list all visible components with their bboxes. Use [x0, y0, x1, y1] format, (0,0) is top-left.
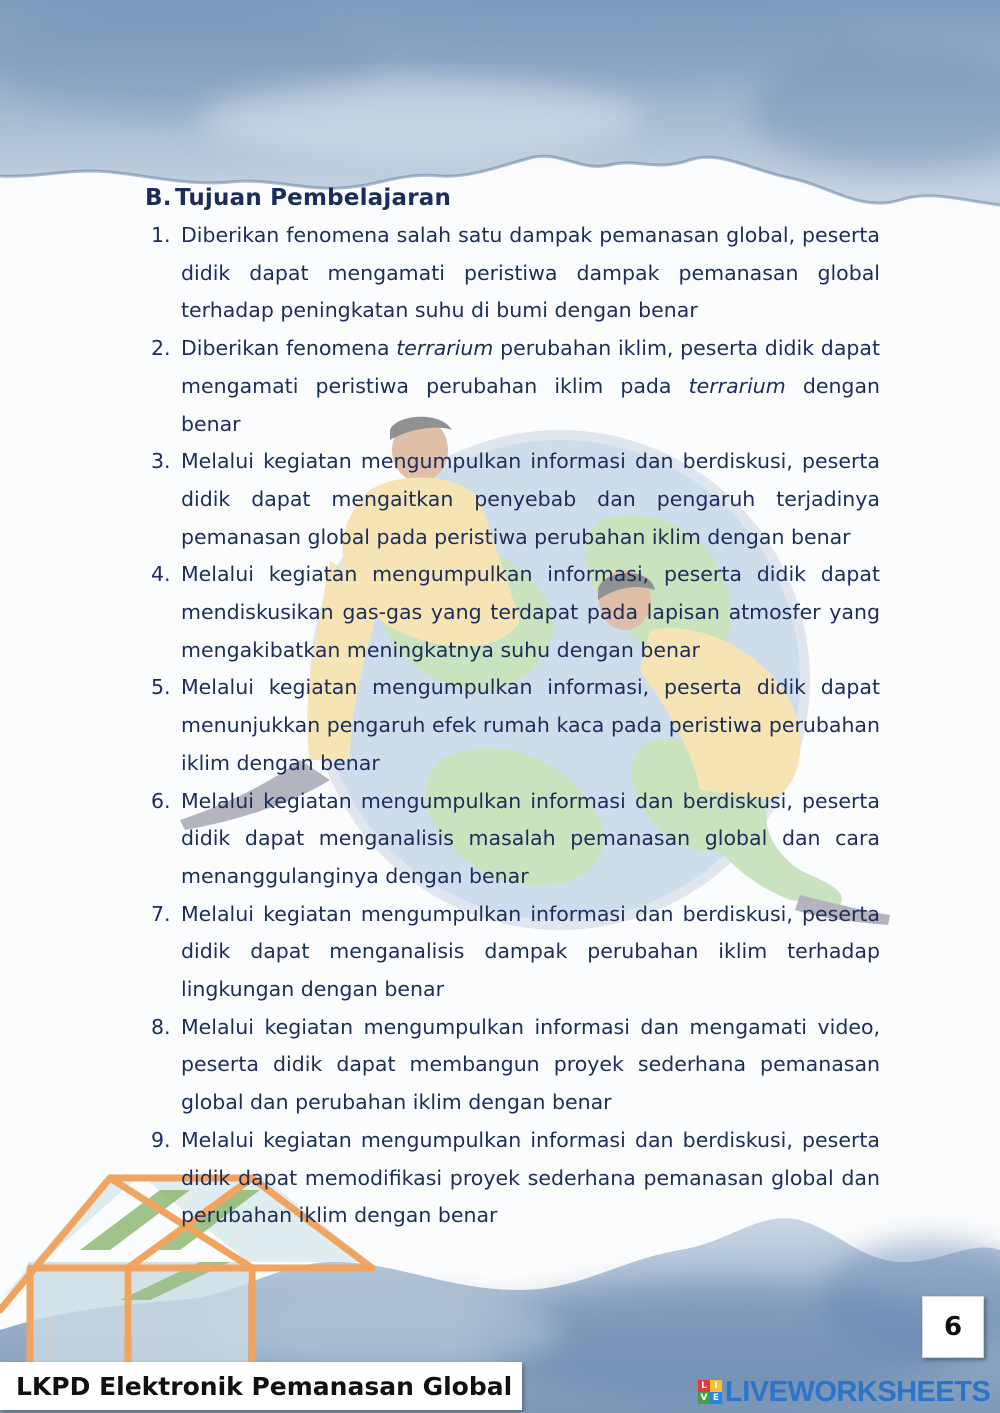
- logo-tile: V: [698, 1392, 710, 1404]
- section-heading: [145, 185, 880, 211]
- logo-tile: E: [710, 1392, 722, 1404]
- objective-number: 6.: [151, 788, 171, 813]
- objective-item: [145, 669, 880, 782]
- objective-number: 1.: [151, 223, 171, 247]
- learning-objectives-section: [145, 185, 880, 1235]
- objective-text: Melalui kegiatan mengumpulkan informasi dan berdiskusi, peserta didik dapat mengaitkan penyebab dan pengaruh terjadinya pemanasan global pada peristiwa perubahan iklim dengan benar: [181, 449, 880, 549]
- objective-item: [145, 1122, 880, 1235]
- footer-title-bar: [0, 1362, 522, 1410]
- section-title: Tujuan Pembelajaran: [175, 185, 452, 211]
- objective-text: perubahan iklim, peserta didik dapat mengamati peristiwa perubahan iklim pada: [181, 336, 880, 398]
- objective-text: Melalui kegiatan mengumpulkan informasi, peserta didik dapat menunjukkan pengaruh efek rumah kaca pada peristiwa perubahan iklim dengan benar: [181, 675, 880, 775]
- objective-item: [145, 443, 880, 556]
- page-number: 6: [943, 1312, 963, 1342]
- logo-tile: L: [698, 1380, 710, 1392]
- footer-title: LKPD Elektronik Pemanasan Global: [16, 1371, 513, 1401]
- brand-name: LIVEWORKSHEETS: [725, 1375, 991, 1408]
- objective-item: [145, 783, 880, 896]
- objective-text: Melalui kegiatan mengumpulkan informasi dan berdiskusi, peserta didik dapat menganalisis masalah pemanasan global dan cara menanggulanginya dengan benar: [181, 788, 880, 888]
- objective-term: terrarium: [396, 336, 494, 361]
- objective-text: Melalui kegiatan mengumpulkan informasi dan berdiskusi, peserta didik dapat memodifikasi proyek sederhana pemanasan global dan perubahan iklim dengan benar: [181, 1127, 880, 1228]
- objective-item: [145, 896, 880, 1009]
- liveworksheets-logo-icon: [698, 1380, 722, 1404]
- objective-term: terrarium: [688, 373, 786, 398]
- objective-text: Melalui kegiatan mengumpulkan informasi dan mengamati video, peserta didik dapat membangun proyek sederhana pemanasan global dan perubahan iklim dengan benar: [181, 1014, 880, 1115]
- objective-number: 3.: [151, 449, 171, 474]
- objective-item: [145, 217, 880, 330]
- objective-text: Melalui kegiatan mengumpulkan informasi dan berdiskusi, peserta didik dapat menganalisis dampak perubahan iklim terhadap lingkungan dengan benar: [181, 901, 880, 1002]
- objectives-list: [145, 217, 880, 1235]
- section-letter: B.: [145, 185, 172, 211]
- objective-text: Diberikan fenomena salah satu dampak pemanasan global, peserta didik dapat mengamati peristiwa dampak pemanasan global terhadap peningkatan suhu di bumi dengan benar: [181, 223, 880, 323]
- logo-tile: I: [710, 1380, 722, 1392]
- objective-number: 8.: [151, 1014, 171, 1039]
- objective-text: dengan benar: [181, 373, 881, 436]
- page-number-badge: [922, 1296, 984, 1358]
- objective-number: 5.: [151, 675, 171, 700]
- objective-item: [145, 1009, 880, 1122]
- liveworksheets-brand[interactable]: [698, 1374, 990, 1410]
- objective-item: [145, 556, 880, 669]
- objective-number: 7.: [151, 901, 171, 926]
- top-watercolor: [0, 0, 1000, 205]
- objective-text: Melalui kegiatan mengumpulkan informasi, peserta didik dapat mendiskusikan gas-gas yang terdapat pada lapisan atmosfer yang mengakibatkan meningkatnya suhu dengan benar: [181, 562, 880, 662]
- objective-number: 2.: [151, 336, 171, 361]
- objective-text: Diberikan fenomena: [181, 336, 397, 361]
- objective-number: 9.: [151, 1127, 171, 1152]
- objective-number: 4.: [151, 562, 171, 587]
- objective-item: [145, 330, 880, 443]
